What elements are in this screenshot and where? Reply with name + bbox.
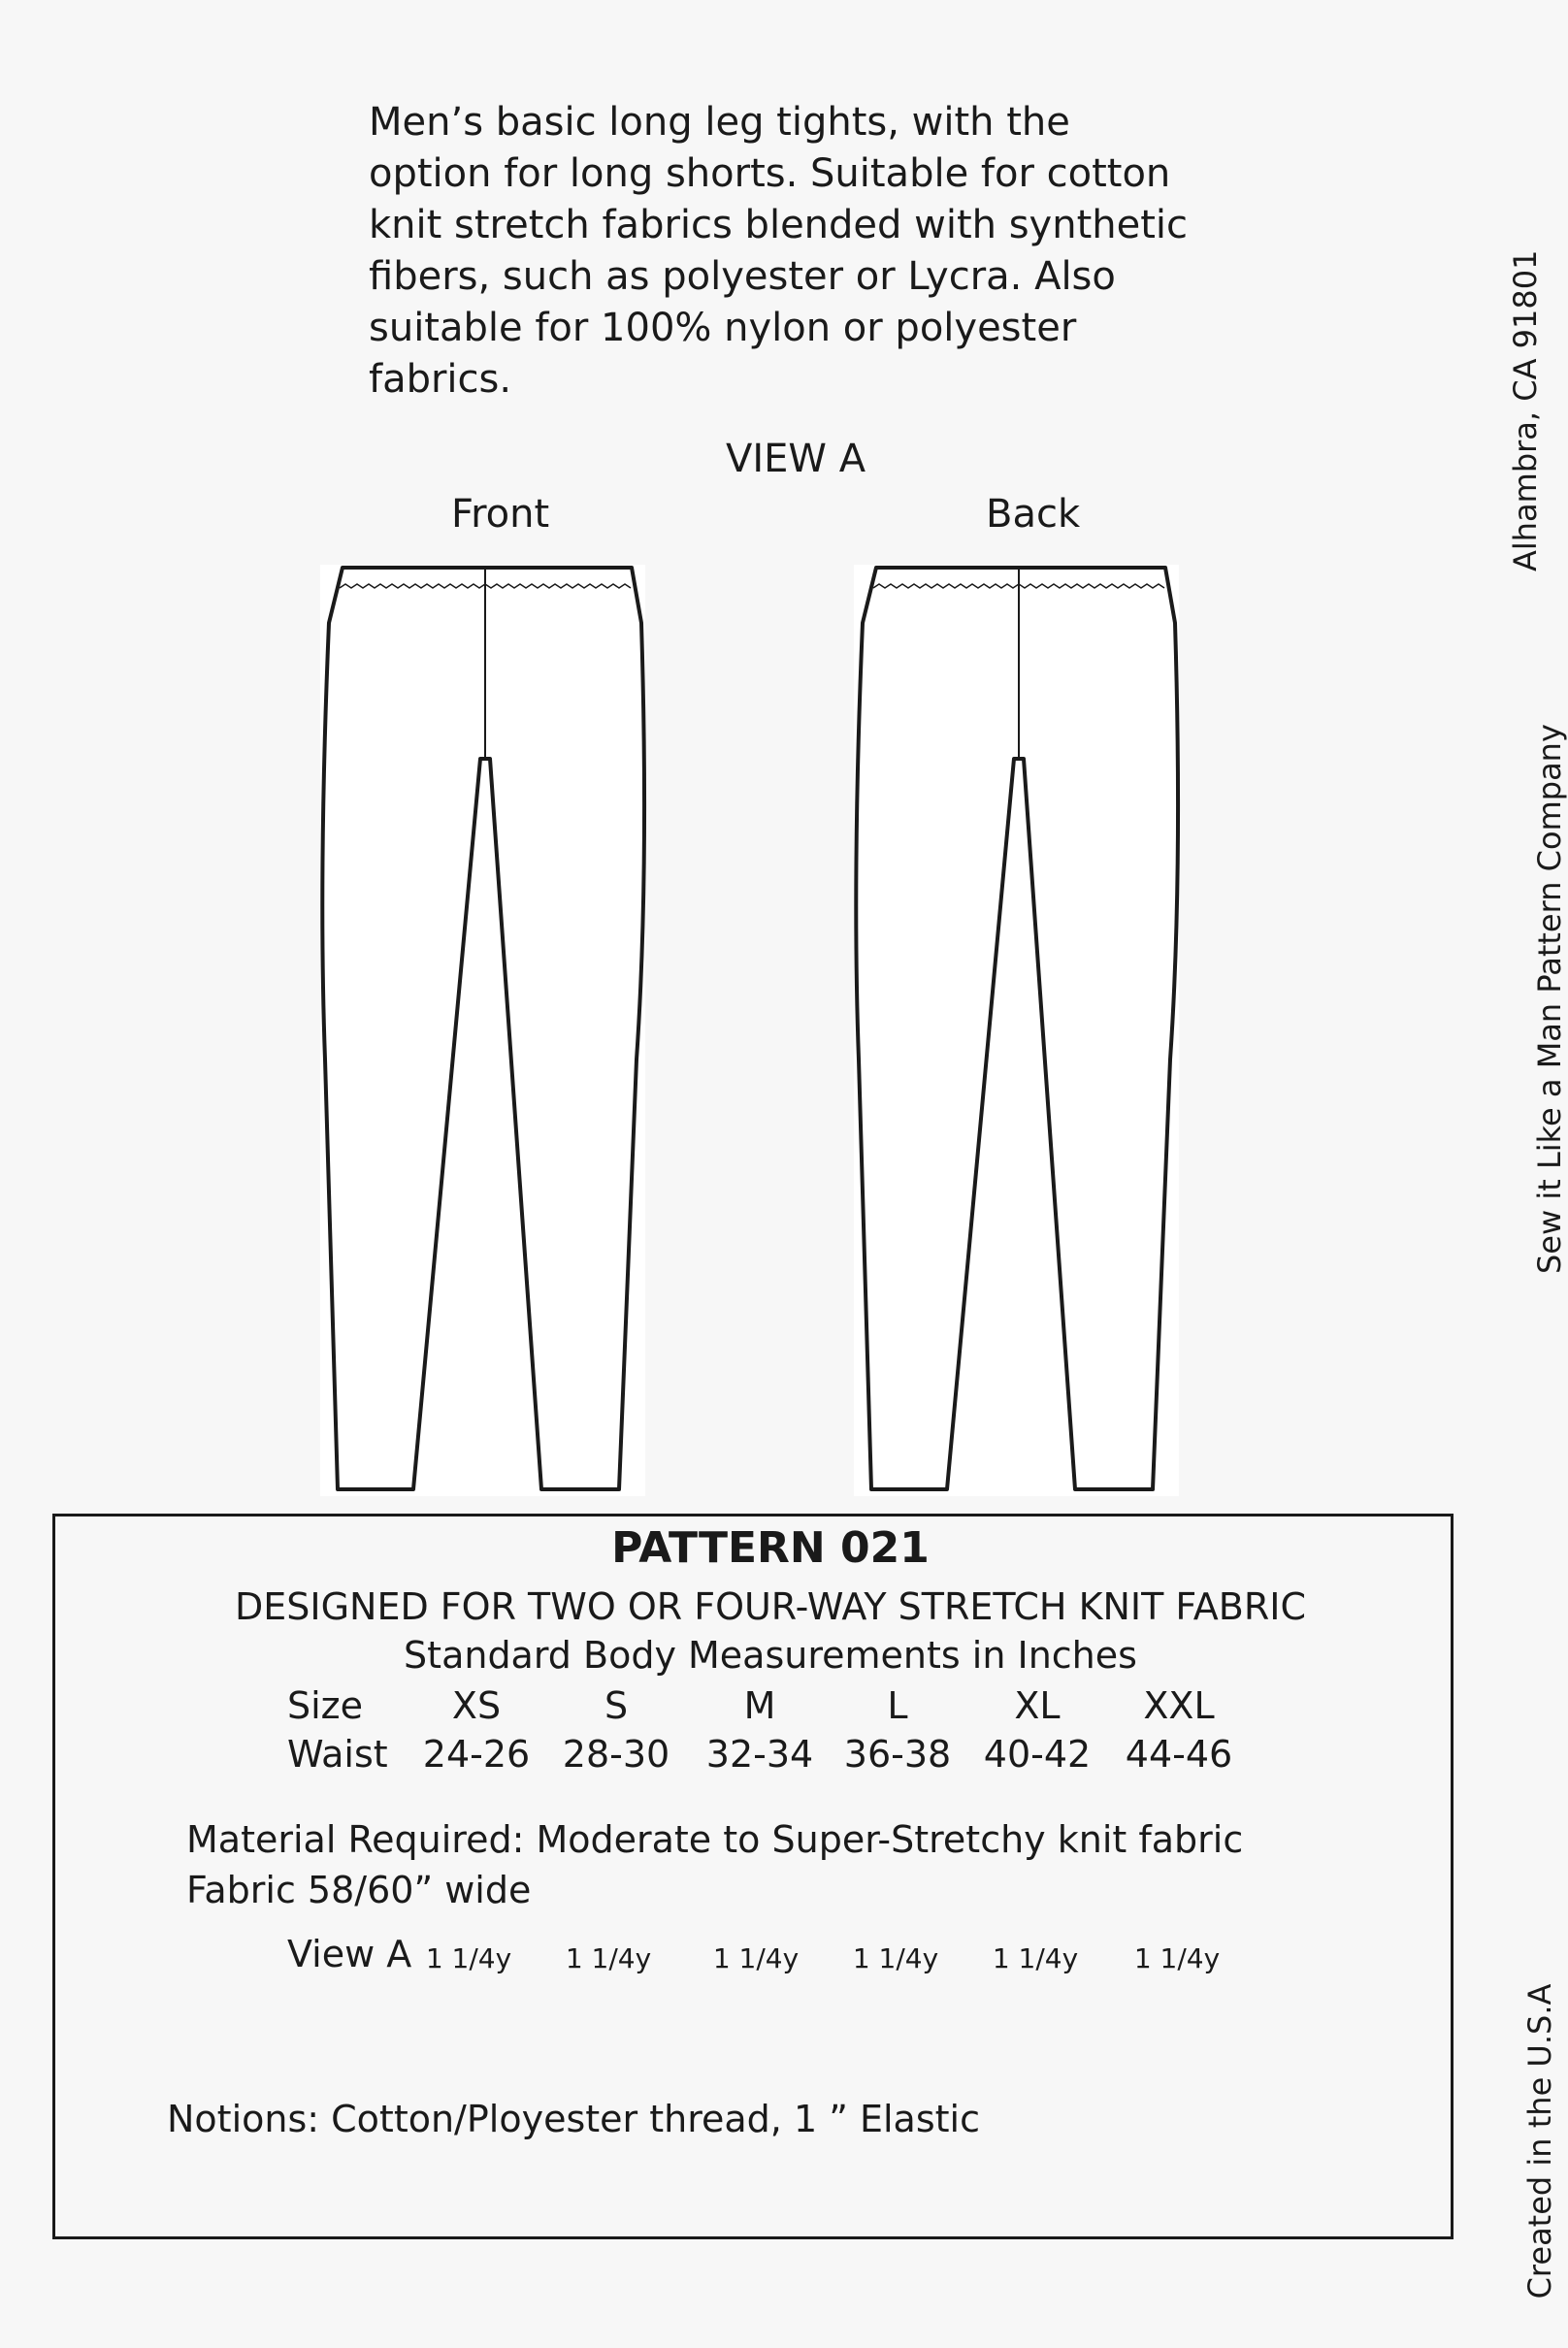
description-line: knit stretch fabrics blended with synthetic: [369, 203, 1189, 247]
standard-measurements: Standard Body Measurements in Inches: [404, 1634, 1137, 1677]
description-line: fibers, such as polyester or Lycra. Also: [369, 254, 1116, 299]
made-in-text: Created in the U.S.A: [1521, 1983, 1558, 2299]
fabric-width-line: Fabric 58/60” wide: [186, 1869, 532, 1911]
size-label: Size: [287, 1684, 364, 1727]
back-tights-illustration: [854, 565, 1179, 1496]
front-tights-illustration: [320, 565, 645, 1496]
size-cell: L: [887, 1684, 908, 1727]
notions: Notions: Cotton/Ployester thread, 1 ” Elastic: [167, 2098, 980, 2140]
front-label: Front: [451, 492, 550, 537]
size-cell: XL: [1014, 1684, 1061, 1727]
size-cell: S: [604, 1684, 629, 1727]
size-cell: XXL: [1143, 1684, 1215, 1727]
pattern-title: PATTERN 021: [611, 1523, 930, 1573]
view-a-label: View A: [287, 1933, 412, 1975]
tights-front-drawing: [320, 565, 645, 1496]
size-cell: M: [743, 1684, 776, 1727]
view-title: VIEW A: [726, 437, 866, 481]
yardage-cell: 1 1/4y: [712, 1942, 800, 1974]
description-line: suitable for 100% nylon or polyester: [369, 306, 1077, 350]
waist-cell: 40-42: [983, 1733, 1092, 1776]
description-line: option for long shorts. Suitable for cotton: [369, 151, 1171, 196]
company-text: Sew it Like a Man Pattern Company: [1531, 724, 1568, 1274]
waist-label: Waist: [287, 1733, 388, 1776]
waist-cell: 32-34: [705, 1733, 814, 1776]
description-line: fabrics.: [369, 357, 512, 402]
yardage-cell: 1 1/4y: [1133, 1942, 1221, 1974]
waist-cell: 28-30: [562, 1733, 670, 1776]
waist-cell: 44-46: [1125, 1733, 1233, 1776]
waist-cell: 24-26: [422, 1733, 531, 1776]
waist-cell: 36-38: [843, 1733, 952, 1776]
back-label: Back: [986, 492, 1081, 537]
yardage-cell: 1 1/4y: [565, 1942, 652, 1974]
description-line: Men’s basic long leg tights, with the: [369, 100, 1070, 145]
yardage-cell: 1 1/4y: [425, 1942, 512, 1974]
material-line: Material Required: Moderate to Super-Stretchy knit fabric: [186, 1818, 1244, 1861]
yardage-cell: 1 1/4y: [852, 1942, 939, 1974]
yardage-cell: 1 1/4y: [992, 1942, 1079, 1974]
address-text: Alhambra, CA 91801: [1507, 249, 1544, 571]
designed-for: DESIGNED FOR TWO OR FOUR-WAY STRETCH KNIT FABRIC: [234, 1585, 1307, 1628]
tights-back-drawing: [854, 565, 1179, 1496]
size-cell: XS: [451, 1684, 502, 1727]
description: [369, 97, 1242, 406]
material-required: [186, 1814, 1243, 1915]
